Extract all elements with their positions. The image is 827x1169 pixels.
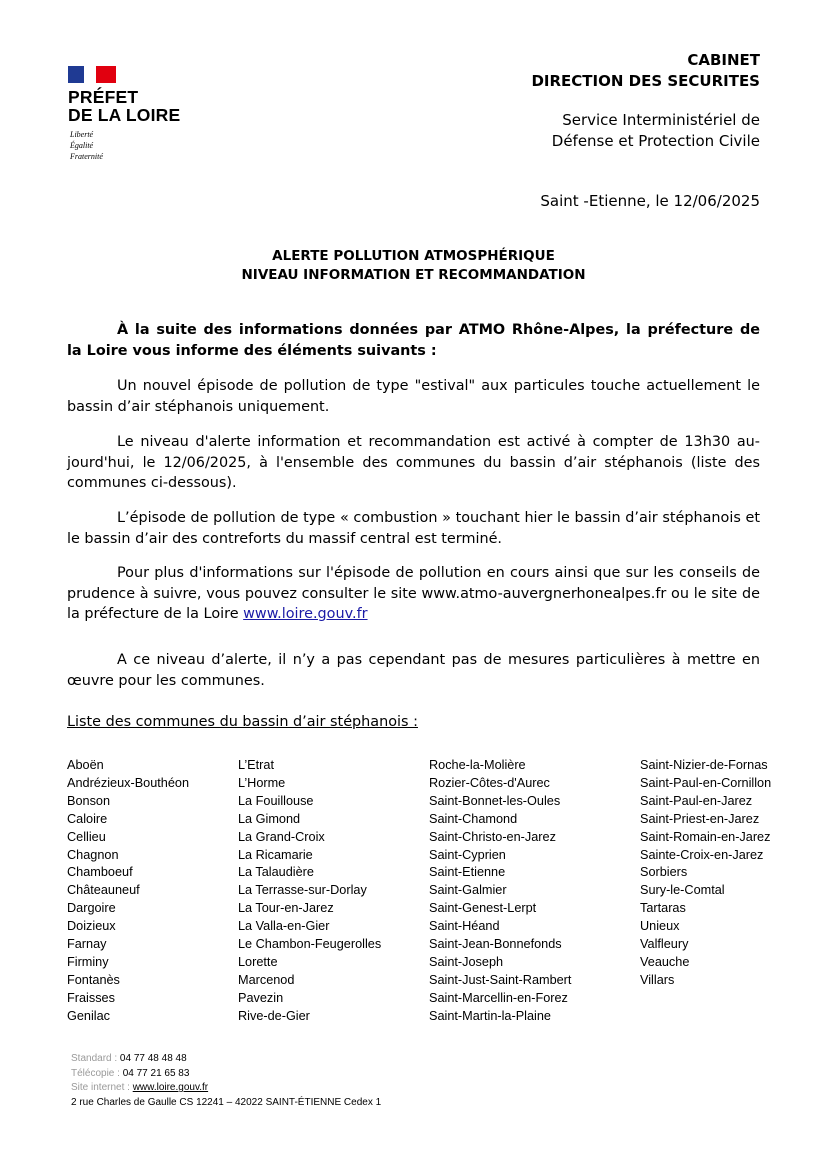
commune-item: Marcenod [238,972,295,987]
commune-item: Pavezin [238,990,284,1005]
communes-column-1 [67,757,189,1026]
communes-column-4 [640,757,771,990]
commune-item: Saint-Christo-en-Jarez [429,829,556,844]
motto-fraternite: Fraternité [70,152,103,161]
logo-line-2: DE LA LOIRE [68,105,181,125]
commune-item: Saint-Galmier [429,883,507,898]
commune-item: La Tour-en-Jarez [238,901,334,916]
commune-item: Genilac [67,1008,111,1023]
commune-item: Tartaras [640,901,686,916]
document-title-line-2: NIVEAU INFORMATION ET RECOMMANDATION [241,267,586,283]
commune-item: La Talaudière [238,865,314,880]
commune-item: Rozier-Côtes-d'Aurec [429,775,550,790]
header-service-line-1: Service Interministériel de [562,111,760,129]
commune-item: Saint-Héand [429,919,500,934]
commune-item: Saint-Just-Saint-Rambert [429,972,572,987]
commune-item: Saint-Nizier-de-Fornas [640,758,768,772]
commune-item: Doizieux [67,919,116,934]
commune-item: Le Chambon-Feugerolles [238,937,382,952]
commune-item: Fraisses [67,990,115,1005]
commune-item: Saint-Marcellin-en-Forez [429,990,568,1005]
commune-item: La Terrasse-sur-Dorlay [238,883,367,898]
commune-item: Saint-Joseph [429,954,504,969]
header-cabinet: CABINET [687,51,760,69]
republic-motto [70,129,103,162]
commune-item: La Gimond [238,811,301,826]
document-date: Saint -Etienne, le 12/06/2025 [540,192,760,210]
commune-item: Bonson [67,793,111,808]
commune-item: Veauche [640,954,690,969]
footer-address: 2 rue Charles de Gaulle CS 12241 – 42022 SAINT-ÉTIENNE Cedex 1 [71,1096,382,1108]
commune-item: Saint-Bonnet-les-Oules [429,793,561,808]
commune-item: Aboën [67,758,104,772]
commune-item: Chamboeuf [67,865,133,880]
footer-contact [71,1052,381,1110]
commune-item: La Fouillouse [238,793,314,808]
commune-item: Valfleury [640,937,689,952]
commune-item: La Ricamarie [238,847,313,862]
commune-item: Saint-Martin-la-Plaine [429,1008,551,1023]
header-direction: DIRECTION DES SECURITES [531,72,760,90]
motto-egalite: Égalité [70,141,94,150]
commune-item: Saint-Paul-en-Jarez [640,793,753,808]
commune-item: Rive-de-Gier [238,1008,310,1023]
communes-column-3 [429,757,571,1026]
commune-item: Saint-Chamond [429,811,518,826]
commune-item: Cellieu [67,829,106,844]
paragraph-episode: Un nouvel épisode de pollution de type "estival" aux particules touche actuellement le bassin d’air stéphanois uniquement. [67,378,760,415]
commune-item: Fontanès [67,972,120,987]
commune-item: Saint-Romain-en-Jarez [640,829,771,844]
commune-item: La Grand-Croix [238,829,325,844]
standard-phone: 04 77 48 48 48 [119,1053,187,1064]
commune-item: Sainte-Croix-en-Jarez [640,847,764,862]
commune-item: Sury-le-Comtal [640,883,725,898]
commune-item: Châteauneuf [67,883,140,898]
logo-line-1: PRÉFET [68,87,139,107]
commune-item: L’Etrat [238,758,274,772]
commune-item: Saint-Paul-en-Cornillon [640,775,772,790]
paragraph-alert-level: Le niveau d'alerte information et recommandation est activé à compter de 13h30 au-jourd'hui, le 12/06/2025, à l'ensemble des communes du bassin d’air stéphanois (liste des communes ci-dessous). [67,434,760,491]
commune-item: Farnay [67,937,107,952]
commune-item: Firminy [67,954,109,969]
footer-site [71,1081,381,1096]
more-info-text: Pour plus d'informations sur l'épisode de pollution en cours ainsi que sur les conseils de prudence à suivre, vous pouvez consulter le site www.atmo-auvergnerhonealpes.fr ou le site de la préfecture de la Loire [67,565,760,622]
fax-label: Télécopie : [71,1067,123,1079]
intro-paragraph: À la suite des informations données par ATMO Rhône-Alpes, la préfecture de la Loire vous informe des éléments suivants : [67,322,760,359]
commune-item: Lorette [238,954,278,969]
commune-item: Sorbiers [640,865,688,880]
paragraph-more-info [67,563,760,625]
footer-site-link[interactable]: www.loire.gouv.fr [132,1082,209,1093]
standard-label: Standard : [71,1053,120,1064]
commune-item: Dargoire [67,901,116,916]
footer-standard [71,1052,381,1067]
footer-fax [71,1067,381,1082]
commune-item: Caloire [67,811,108,826]
loire-gouv-link[interactable]: www.loire.gouv.fr [243,606,368,622]
marianne-flag-logo [68,66,116,83]
communes-column-2 [238,757,381,1026]
commune-item: Roche-la-Molière [429,758,526,772]
commune-item: Unieux [640,919,680,934]
communes-list-title: Liste des communes du bassin d’air stéphanois : [67,714,418,730]
commune-item: L’Horme [238,775,286,790]
prefecture-logo-text [68,88,180,124]
fax-number: 04 77 21 65 83 [122,1067,190,1079]
document-title-line-1: ALERTE POLLUTION ATMOSPHÉRIQUE [272,248,555,264]
paragraph-previous-episode: L’épisode de pollution de type « combustion » touchant hier le bassin d’air stéphanois et le bassin d’air des contreforts du massif central est terminé. [67,510,760,547]
commune-item: Saint-Priest-en-Jarez [640,811,760,826]
site-label: Site internet : [71,1082,133,1093]
header-service-line-2: Défense et Protection Civile [551,132,760,150]
commune-item: Saint-Cyprien [429,847,506,862]
commune-item: Chagnon [67,847,119,862]
commune-item: Villars [640,972,675,987]
commune-item: Andrézieux-Bouthéon [67,775,190,790]
commune-item: Saint-Etienne [429,865,506,880]
commune-item: Saint-Genest-Lerpt [429,901,537,916]
paragraph-measures: A ce niveau d’alerte, il n’y a pas cependant pas de mesures particulières à mettre en œuvre pour les communes. [67,652,760,689]
commune-item: Saint-Jean-Bonnefonds [429,937,562,952]
commune-item: La Valla-en-Gier [238,919,330,934]
motto-liberte: Liberté [70,130,94,139]
